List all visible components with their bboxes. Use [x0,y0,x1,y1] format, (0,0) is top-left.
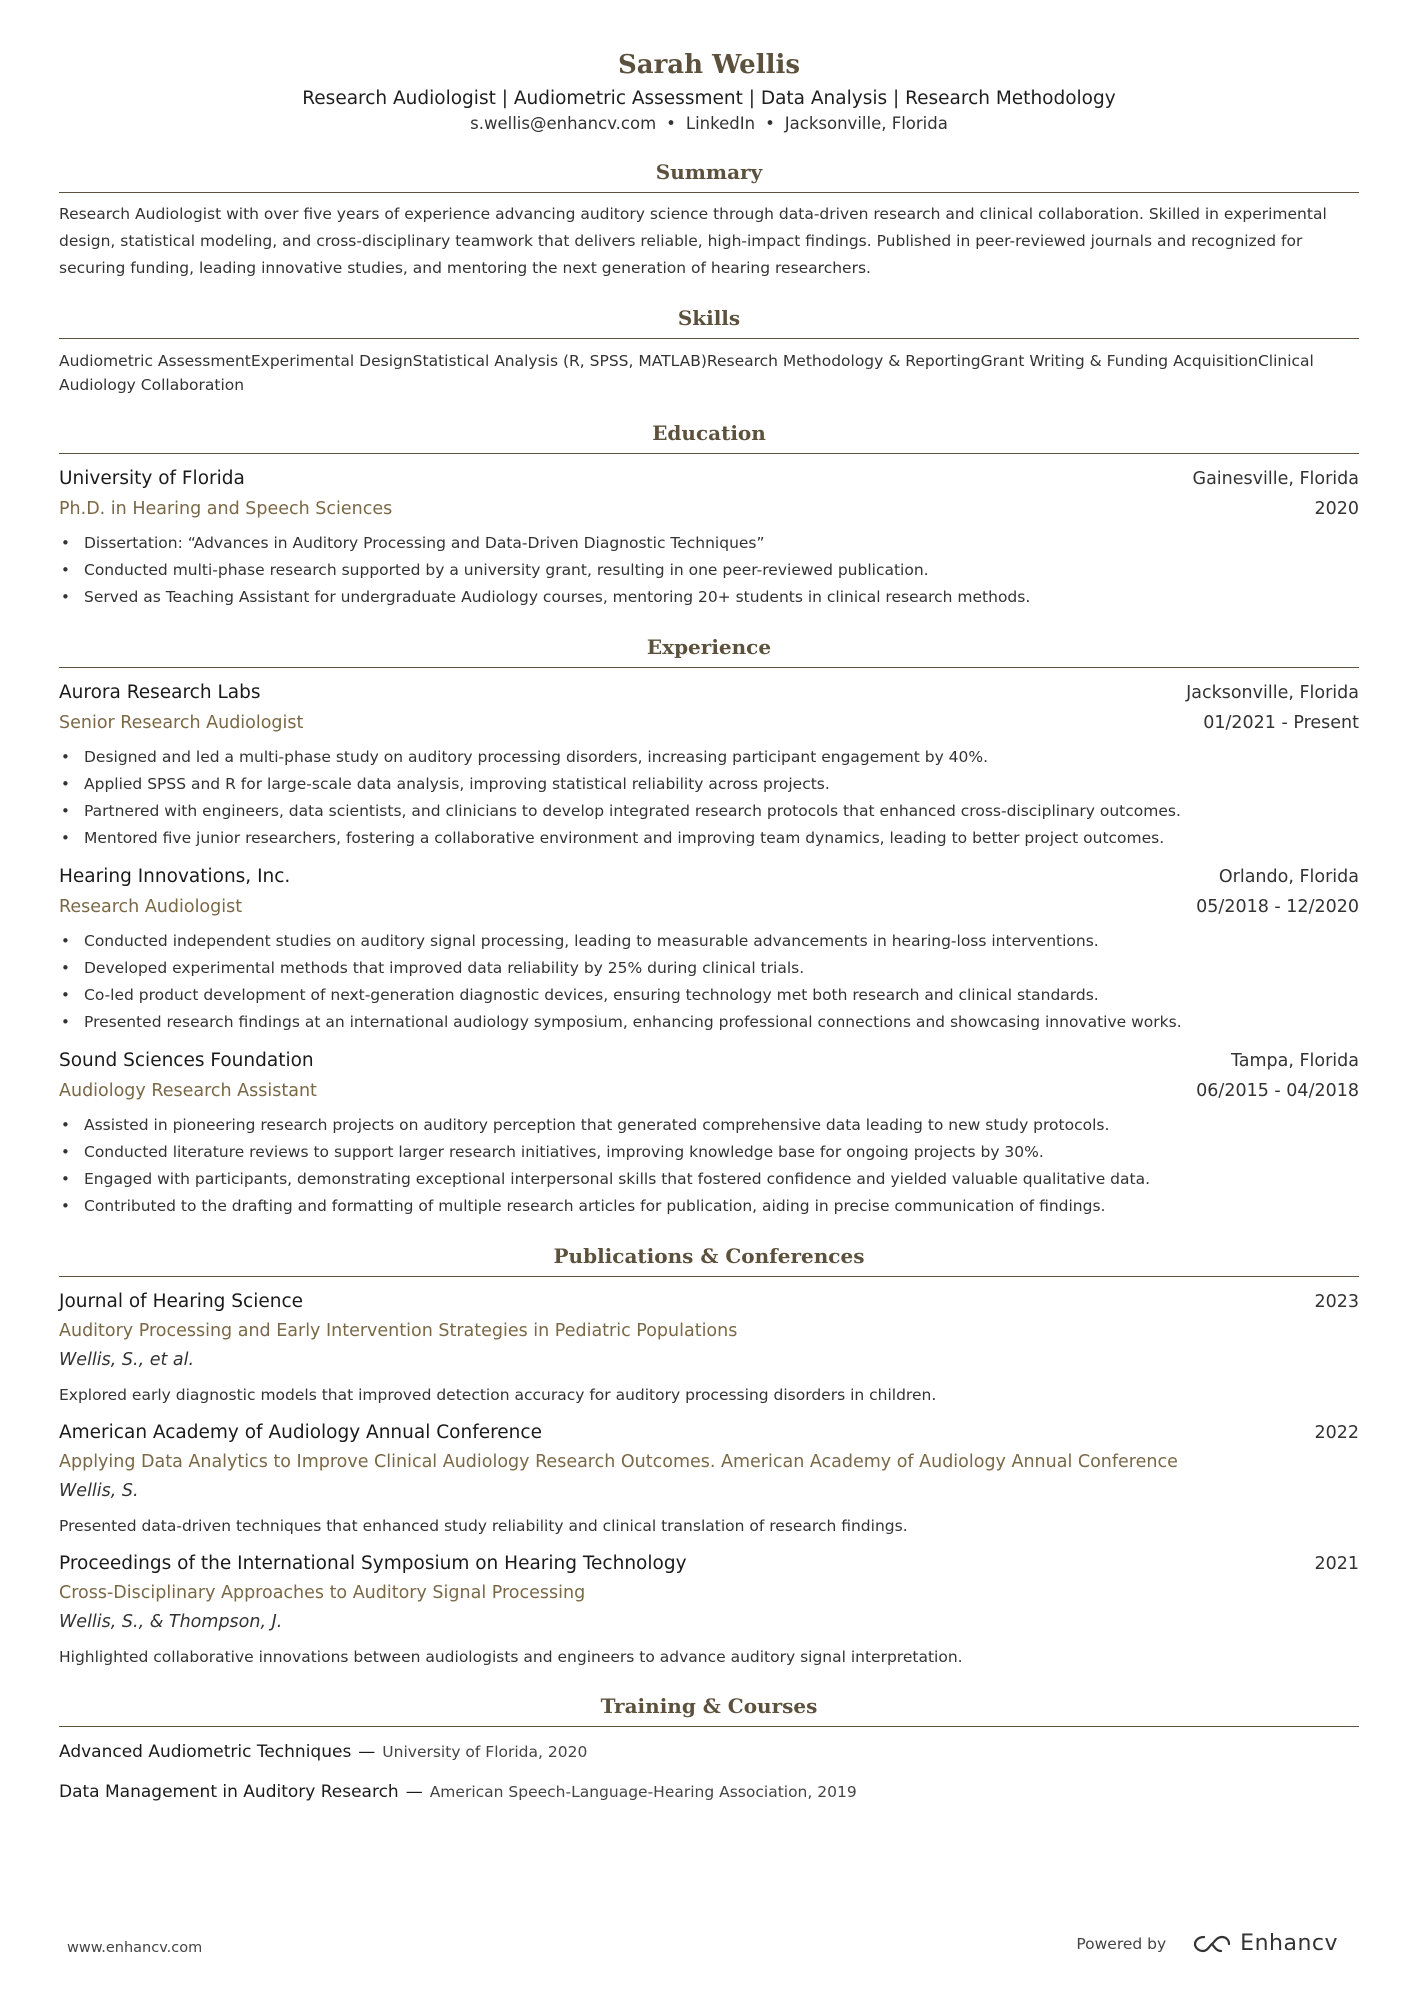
email-link[interactable]: s.wellis@enhancv.com [470,114,657,133]
list-item: • Applied SPSS and R for large-scale data analysis, improving statistical reliability across projects. [59,771,1359,798]
publication-title: Cross-Disciplinary Approaches to Auditory Signal Processing [59,1583,586,1603]
skills-list: Audiometric AssessmentExperimental DesignStatistical Analysis (R, SPSS, MATLAB)Research Methodology & ReportingGrant Writing & Funding AcquisitionClinical Audiology Collaboration [59,352,1314,394]
publication-year: 2022 [1314,1423,1359,1443]
contact-separator: • [666,114,676,133]
publication-entry [59,1287,1359,1408]
summary-section [59,158,1359,282]
school-name: University of Florida [59,468,245,489]
publication-authors: Wellis, S., et al. [59,1350,195,1370]
list-item: • Conducted literature reviews to support larger research initiatives, improving knowledge base for ongoing projects by 30%. [59,1139,1359,1166]
course-entry [59,1777,1359,1807]
list-item: • Dissertation: “Advances in Auditory Processing and Data-Driven Diagnostic Techniques” [59,530,1359,557]
publication-venue: Proceedings of the International Symposium on Hearing Technology [59,1553,687,1574]
publication-year: 2023 [1314,1292,1359,1312]
list-item: • Engaged with participants, demonstrating exceptional interpersonal skills that fostered confidence and yielded valuable qualitative data. [59,1166,1359,1193]
summary-text: Research Audiologist with over five years of experience advancing auditory science through data-driven research and clinical collaboration. Skilled in experimental design, statistical modeling, and cross-disciplinary teamwork that delivers reliable, high-impact findings. Published in peer-reviewed journals and recognized for securing funding, leading innovative studies, and mentoring the next generation of hearing researchers. [59,205,1327,277]
experience-entry [59,678,1359,852]
list-item: • Co-led product development of next-generation diagnostic devices, ensuring technology met both research and clinical standards. [59,982,1359,1009]
location: Jacksonville, Florida [784,114,948,133]
company-name: Hearing Innovations, Inc. [59,866,291,887]
training-section [59,1692,1359,1807]
publication-title: Auditory Processing and Early Intervention Strategies in Pediatric Populations [59,1321,738,1341]
experience-bullets [59,1112,1359,1220]
powered-by-label: Powered by [1076,1934,1167,1953]
contact-line [59,112,1359,136]
degree: Ph.D. in Hearing and Speech Sciences [59,499,393,519]
publication-authors: Wellis, S. [59,1481,139,1501]
course-dash: — [405,1782,423,1802]
job-date: 06/2015 - 04/2018 [1196,1081,1359,1101]
education-section [59,419,1359,611]
company-name: Aurora Research Labs [59,682,261,703]
course-entry [59,1737,1359,1767]
list-item: • Mentored five junior researchers, fostering a collaborative environment and improving team dynamics, leading to better project outcomes. [59,825,1359,852]
publication-authors: Wellis, S., & Thompson, J. [59,1612,283,1632]
job-role: Research Audiologist [59,897,243,917]
list-item: • Developed experimental methods that improved data reliability by 25% during clinical trials. [59,955,1359,982]
publication-venue: Journal of Hearing Science [59,1291,304,1312]
section-title-education: Education [59,419,1359,454]
list-item: • Assisted in pioneering research projects on auditory perception that generated comprehensive data leading to new study protocols. [59,1112,1359,1139]
experience-entry [59,1046,1359,1220]
course-name: Data Management in Auditory Research [59,1782,399,1802]
company-name: Sound Sciences Foundation [59,1050,314,1071]
skills-section [59,304,1359,397]
job-location: Orlando, Florida [1218,867,1359,887]
section-title-training: Training & Courses [59,1692,1359,1727]
section-title-publications: Publications & Conferences [59,1242,1359,1277]
education-bullets [59,530,1359,611]
section-title-experience: Experience [59,633,1359,668]
course-org: American Speech-Language-Hearing Association, 2019 [429,1783,857,1801]
publication-entry [59,1549,1359,1670]
contact-separator: • [765,114,775,133]
list-item: • Presented research findings at an international audiology symposium, enhancing professional connections and showcasing innovative works. [59,1009,1359,1036]
footer-branding [1076,1931,1338,1956]
publication-entry [59,1418,1359,1539]
publication-year: 2021 [1314,1554,1359,1574]
course-org: University of Florida, 2020 [382,1743,588,1761]
enhancv-wordmark: Enhancv [1240,1931,1338,1956]
course-dash: — [358,1742,376,1762]
experience-bullets [59,928,1359,1036]
publication-description: Explored early diagnostic models that improved detection accuracy for auditory processing disorders in children. [59,1386,937,1404]
experience-entry [59,862,1359,1036]
list-item: • Contributed to the drafting and formatting of multiple research articles for publication, aiding in precise communication of findings. [59,1193,1359,1220]
footer-website-link[interactable]: www.enhancv.com [67,1940,203,1956]
section-title-summary: Summary [59,158,1359,193]
job-date: 05/2018 - 12/2020 [1196,897,1359,917]
list-item: • Conducted multi-phase research supported by a university grant, resulting in one peer-reviewed publication. [59,557,1359,584]
education-entry [59,464,1359,611]
list-item: • Served as Teaching Assistant for undergraduate Audiology courses, mentoring 20+ students in clinical research methods. [59,584,1359,611]
publication-title: Applying Data Analytics to Improve Clinical Audiology Research Outcomes. American Academy of Audiology Annual Conference [59,1452,1178,1472]
job-location: Jacksonville, Florida [1186,683,1359,703]
list-item: • Partnered with engineers, data scientists, and clinicians to develop integrated research protocols that enhanced cross-disciplinary outcomes. [59,798,1359,825]
headline: Research Audiologist | Audiometric Assessment | Data Analysis | Research Methodology [302,88,1116,109]
publications-section [59,1242,1359,1670]
education-date: 2020 [1314,499,1359,519]
enhancv-logo[interactable] [1192,1931,1338,1956]
linkedin-link[interactable]: LinkedIn [685,114,756,133]
publication-description: Highlighted collaborative innovations between audiologists and engineers to advance auditory signal interpretation. [59,1648,963,1666]
enhancv-logo-icon [1192,1933,1232,1955]
list-item: • Conducted independent studies on auditory signal processing, leading to measurable advancements in hearing-loss interventions. [59,928,1359,955]
publication-venue: American Academy of Audiology Annual Conference [59,1422,542,1443]
course-name: Advanced Audiometric Techniques [59,1742,352,1762]
job-location: Tampa, Florida [1230,1051,1359,1071]
experience-bullets [59,744,1359,852]
list-item: • Designed and led a multi-phase study on auditory processing disorders, increasing participant engagement by 40%. [59,744,1359,771]
school-location: Gainesville, Florida [1192,469,1359,489]
job-role: Audiology Research Assistant [59,1081,317,1101]
publication-description: Presented data-driven techniques that enhanced study reliability and clinical translation of research findings. [59,1517,908,1535]
section-title-skills: Skills [59,304,1359,339]
experience-section [59,633,1359,1220]
job-role: Senior Research Audiologist [59,713,304,733]
resume-page [59,0,1359,1807]
candidate-name: Sarah Wellis [617,50,800,80]
job-date: 01/2021 - Present [1203,713,1359,733]
